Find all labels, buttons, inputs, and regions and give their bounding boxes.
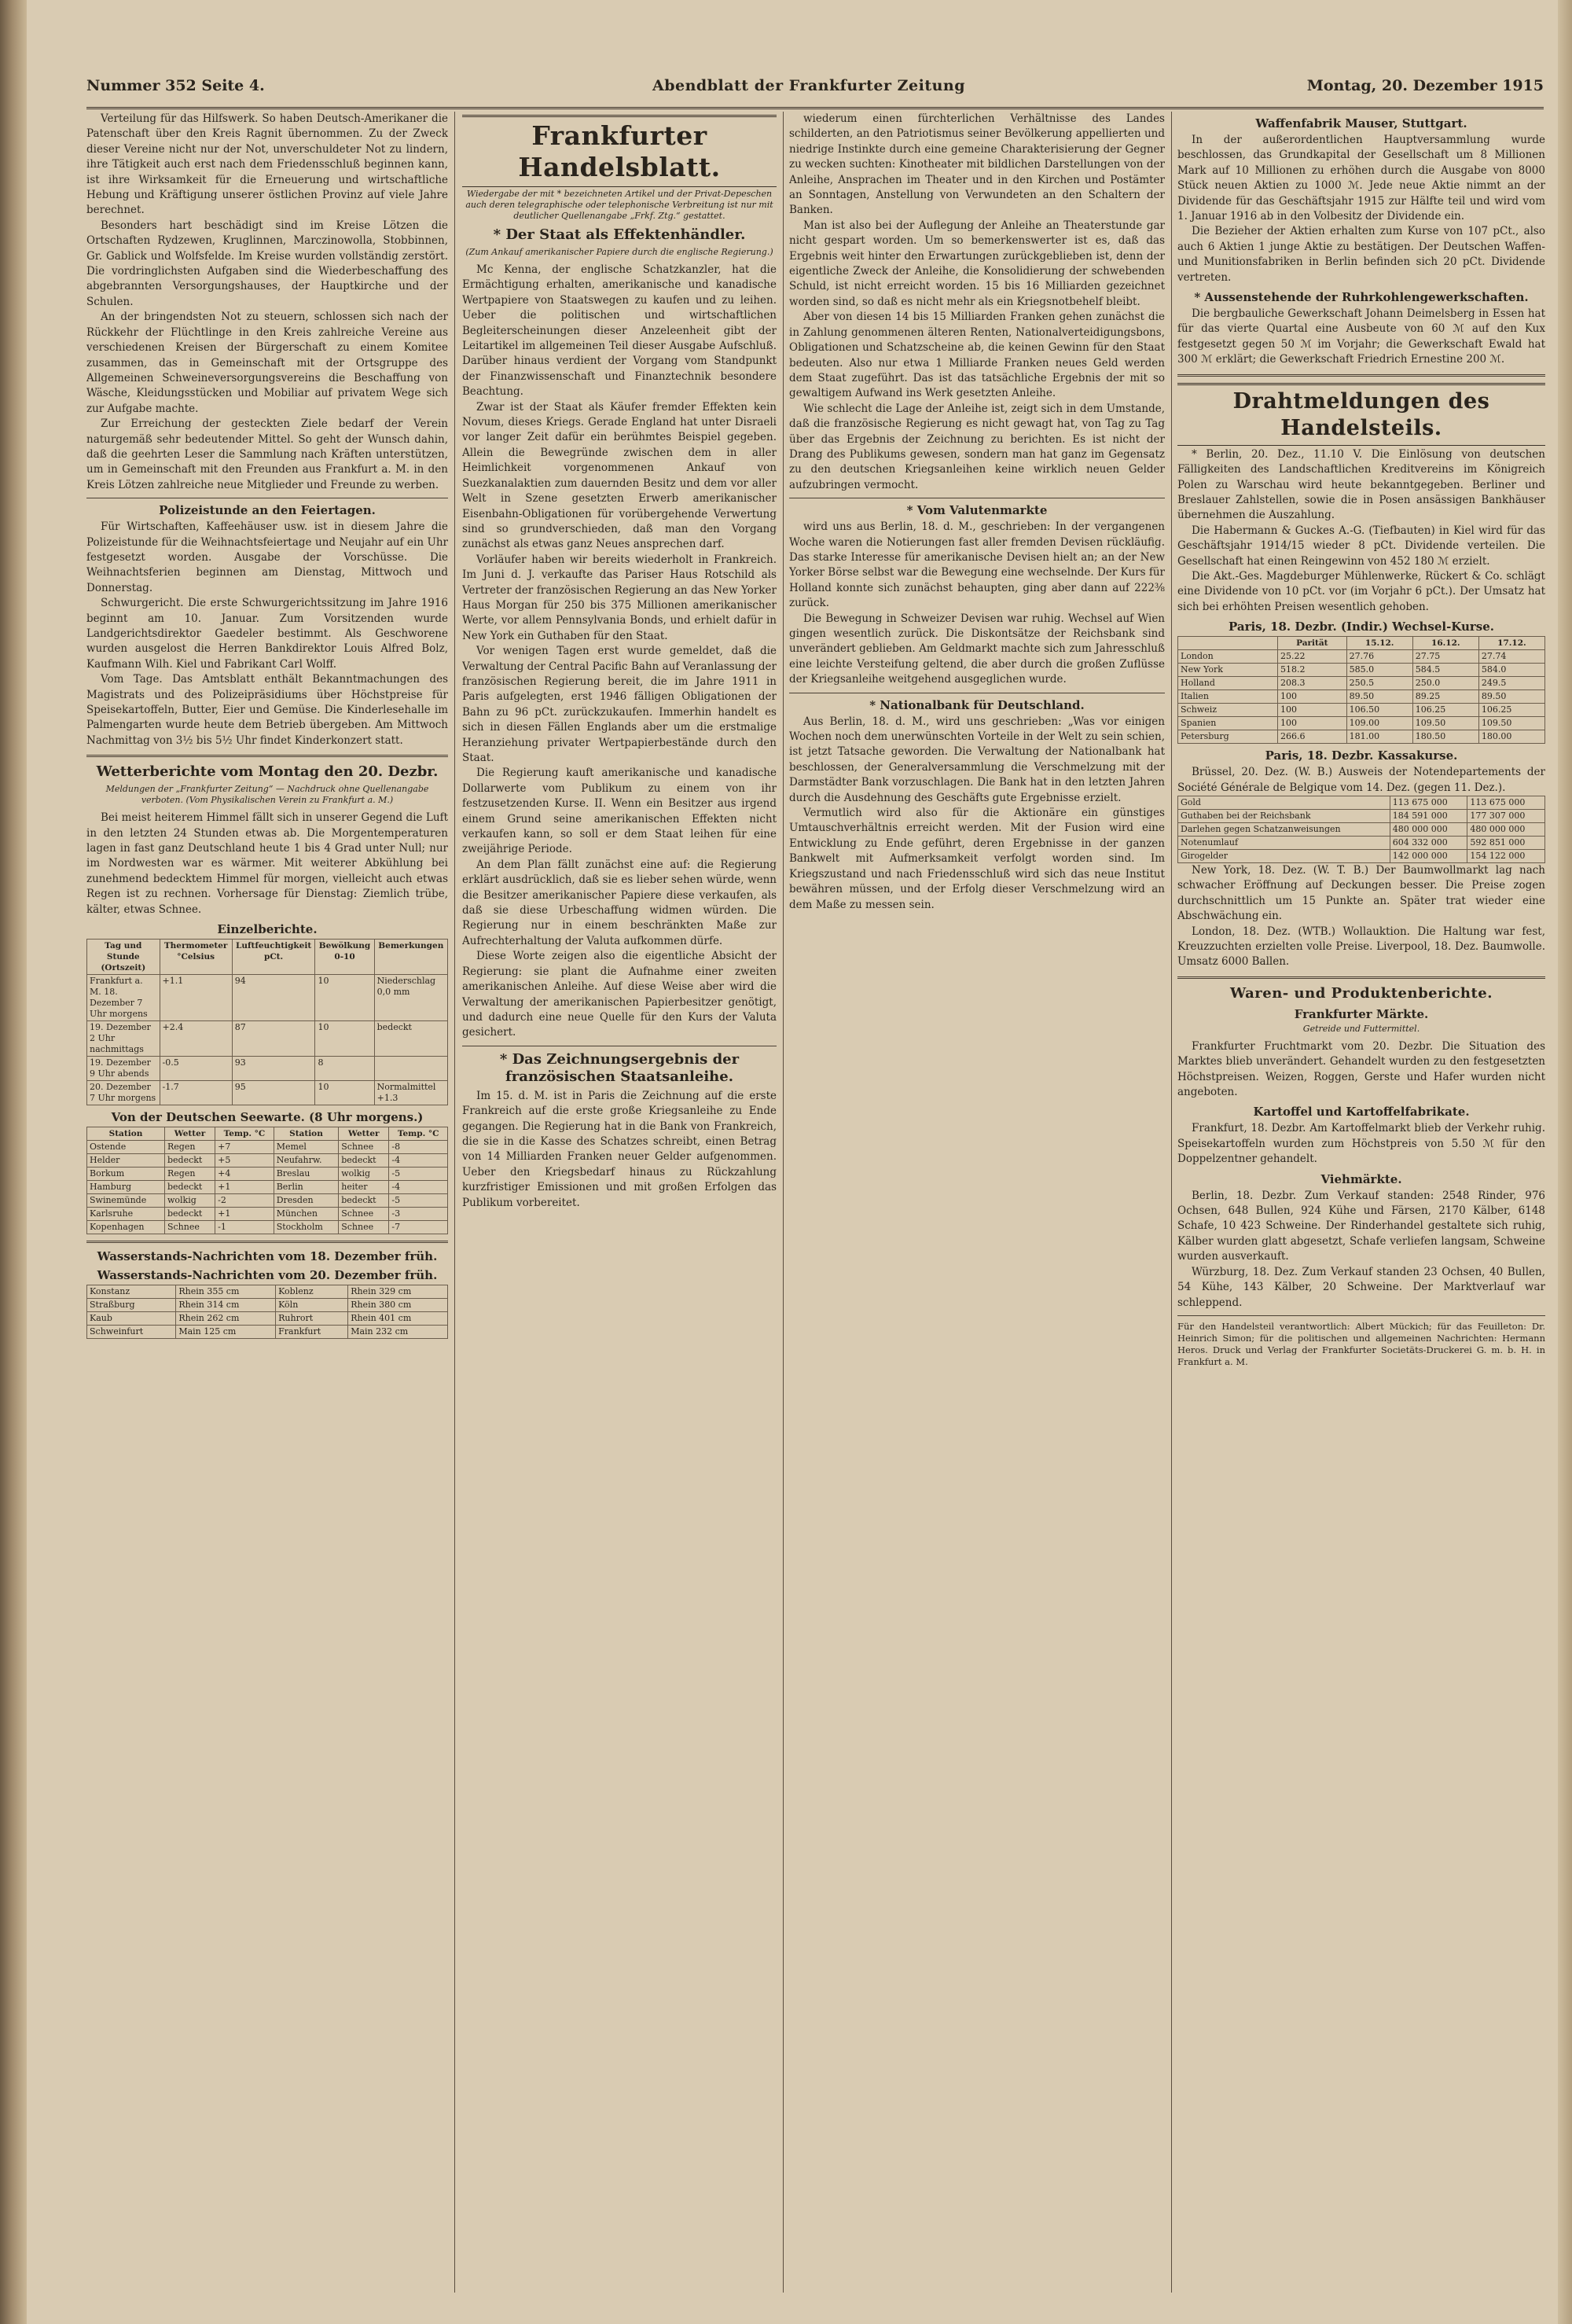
table-cell: bedeckt	[339, 1154, 389, 1168]
table-row	[87, 1057, 448, 1081]
table-cell: München	[274, 1208, 339, 1221]
table-cell: +5	[215, 1154, 274, 1168]
table-cell: Normalmittel +1.3	[374, 1081, 447, 1105]
article-headline: * Aussenstehende der Ruhrkohlengewerkschaften.	[1194, 290, 1529, 305]
article-paragraph: Die Bezieher der Aktien erhalten zum Kurse von 107 pCt., also auch 6 Aktien 1 junge Aktie zu bestätigen. Der Deutschen Waffen- und Munitionsfabriken in Berlin befinden sich 20 pCt. Dividende vertreten.	[1177, 225, 1545, 284]
article-paragraph: Aber von diesen 14 bis 15 Milliarden Franken gehen zunächst die in Zahlung genommenen älteren Renten, Nationalverteidigungsbons, Obligationen und Schatzscheine ab, die keinen Gewinn für den Staat bedeuten. Also nur etwa 1 Milliarde Franken neues Geld werden dem Staat zugeführt. Das ist das tatsächliche Ergebnis der mit so gewaltigem Aufwand ins Werk gesetzten Anleihe.	[789, 311, 1165, 400]
table-header: Luftfeuchtigkeit pCt.	[232, 940, 315, 975]
table-cell: Hamburg	[87, 1181, 165, 1194]
table-cell: 10	[315, 975, 374, 1021]
table-cell: 180.50	[1412, 730, 1478, 744]
table-cell: Swinemünde	[87, 1194, 165, 1208]
notice-heading: Polizeistunde an den Feiertagen.	[159, 503, 376, 518]
section-title: Drahtmeldungen des Handelsteils.	[1177, 383, 1545, 446]
table-cell: -4	[389, 1154, 448, 1168]
article-paragraph: Für Wirtschaften, Kaffeehäuser usw. ist in diesem Jahre die Polizeistunde für die Weihnachtsfeiertage und Neujahr auf ein Uhr festgesetzt worden. Ausgabe der Vorschüsse. Die Weihnachtsferien beginnen am Dienstag, Mittwoch und Donnerstag.	[86, 520, 448, 594]
table-cell: New York	[1178, 664, 1278, 677]
table-cell: Notenumlauf	[1178, 836, 1390, 849]
reproduction-note: Wiedergabe der mit * bezeichneten Artikel und der Privat-Depeschen auch deren telegraphische oder telephonische Verbreitung ist nur mit deutlicher Quellenangabe „Frkf. Ztg.“ gestattet.	[465, 189, 773, 221]
subsection-title: Kartoffel und Kartoffelfabrikate.	[1253, 1105, 1470, 1120]
article-subheadline: (Zum Ankauf amerikanischer Papiere durch die englische Regierung.)	[465, 247, 773, 257]
table-cell: Straßburg	[87, 1299, 176, 1312]
column-3	[789, 112, 1165, 2300]
table-cell: 10	[315, 1081, 374, 1105]
table-header: Bemerkungen	[374, 940, 447, 975]
article-paragraph: An dem Plan fällt zunächst eine auf: die Regierung erklärt ausdrücklich, daß sie es lieber sehen würde, wenn die Besitzer amerikanischer Papiere diese verkaufen, als daß sie diese Urbeschaffung widmen würden. Die Regierung nur in einem beschränkten Maße zur Aufrechterhaltung der Valuta aufkommen dürfe.	[462, 858, 777, 947]
table-cell: -1	[215, 1221, 274, 1234]
table-cell: 109.00	[1346, 717, 1412, 730]
page-number: Nummer 352 Seite 4.	[86, 77, 265, 94]
article-paragraph: Aus Berlin, 18. d. M., wird uns geschrieben: „Was vor einigen Wochen noch dem unerwünschten Vorteile in der Welt zu sein schien, ist jetzt Tatsache geworden. Die Verwaltung der Nationalbank hat beschlossen, der Generalversammlung die Verschmelzung mit der Darmstädter Bank vorzuschlagen. Die Bank hat in den letzten Jahren durch die Ausdehnung des Geschäfts gute Ergebnisse erzielt.	[789, 715, 1165, 804]
article-headline: Waffenfabrik Mauser, Stuttgart.	[1255, 116, 1467, 131]
divider	[1177, 976, 1545, 979]
article-paragraph: * Berlin, 20. Dez., 11.10 V. Die Einlösung von deutschen Fälligkeiten des Landschaftlichen Kreditvereins im Königreich Polen zu Warschau wird heute bekanntgegeben. Berliner und Breslauer Zahlstellen, sowie die in Posen ansässigen Bankhäuser übernehmen die Auszahlung.	[1177, 447, 1545, 522]
table-title: Paris, 18. Dezbr. (Indir.) Wechsel-Kurse.	[1228, 620, 1495, 634]
table-cell: Rhein 380 cm	[348, 1299, 448, 1312]
article-paragraph: Wie schlecht die Lage der Anleihe ist, zeigt sich in dem Umstande, daß die französische Regierung es nicht gewagt hat, von Tag zu Tag über das Ergebnis der Zeichnung zu berichten. Es ist nicht der Drang des Publikums gewesen, sondern man hat ganz im Gegensatz zu den deutschen Kriegsanleihen keine wirklich neuen Gelder aufzubringen vermocht.	[789, 402, 1165, 491]
article-paragraph: Zwar ist der Staat als Käufer fremder Effekten kein Novum, dieses Kriegs. Gerade England hat unter Disraeli vor langer Zeit dafür ein berühmtes Beispiel gegeben. Allein die Bewegründe zwischen dem in aller Heimlichkeit vorgenommenen Ankauf von Suezkanalaktien zum dauernden Besitz und dem vor aller Welt in Szene gesetzten Erwerb amerikanischer Eisenbahn-Obligationen für vorübergehende Verwertung sind so grundverschieden, daß man den Vorgang zunächst als etwas ganz Neues ansprechen darf.	[462, 400, 777, 551]
table-row	[87, 975, 448, 1021]
table-cell: Gold	[1178, 796, 1390, 809]
section-title: Waren- und Produktenberichte.	[1229, 984, 1493, 1002]
table-cell: 106.50	[1346, 704, 1412, 717]
divider	[1177, 374, 1545, 377]
table-cell: 604 332 000	[1390, 836, 1467, 849]
table-cell: 100	[1277, 704, 1346, 717]
table-cell: 180.00	[1478, 730, 1544, 744]
table-cell: -2	[215, 1194, 274, 1208]
table-cell: Rhein 329 cm	[348, 1285, 448, 1299]
article-paragraph: Würzburg, 18. Dez. Zum Verkauf standen 23 Ochsen, 40 Bullen, 54 Kühe, 143 Kälber, 20 Schweine. Der Marktverlauf war schleppend.	[1177, 1265, 1545, 1309]
table-cell: 106.25	[1412, 704, 1478, 717]
subsection-title: Viehmärkte.	[1320, 1171, 1402, 1186]
table-cell: Rhein 355 cm	[176, 1285, 276, 1299]
column-4	[1177, 112, 1545, 2300]
article-paragraph: Die bergbauliche Gewerkschaft Johann Deimelsberg in Essen hat für das vierte Quartal eine Ausbeute von 60 ℳ auf den Kux festgesetzt gegen 50 ℳ im Vorjahr; die Gewerkschaft Ewald hat 300 ℳ erklärt; die Gewerkschaft Friedrich Ernestine 200 ℳ.	[1177, 307, 1545, 366]
table-cell: 584.5	[1412, 664, 1478, 677]
article-paragraph: Frankfurter Fruchtmarkt vom 20. Dezbr. Die Situation des Marktes blieb unverändert. Gehandelt wurden zu den festgesetzten Höchstpreisen. Weizen, Roggen, Gerste und Hafer wurden nicht angeboten.	[1177, 1039, 1545, 1099]
table-cell: 93	[232, 1057, 315, 1081]
article-paragraph: In der außerordentlichen Hauptversammlung wurde beschlossen, das Grundkapital der Gesellschaft um 8 Millionen Mark auf 10 Millionen zu erhöhen durch die Ausgabe von 8000 Stück neuen Aktien zu 1000 ℳ. Jede neue Aktie nimmt an der Dividende für das Geschäftsjahr 1915 zur Hälfte teil und wird vom 1. Januar 1916 ab in den Volbesitz der Dividende ein.	[1177, 134, 1545, 223]
table-cell: Regen	[164, 1141, 215, 1154]
page-header	[86, 69, 1544, 109]
divider	[1177, 1315, 1545, 1316]
paris-exchange-table	[1177, 636, 1545, 744]
table-cell: 19. Dezember 9 Uhr abends	[87, 1057, 160, 1081]
table-cell: +4	[215, 1168, 274, 1181]
table-row	[1178, 836, 1545, 849]
table-row	[87, 1208, 448, 1221]
table-row	[87, 1021, 448, 1057]
article-paragraph: An der bringendsten Not zu steuern, schlossen sich nach der Rückkehr der Flüchtlinge in den Kreis zahlreiche Vereine aus verschiedenen Kreisen der Bürgerschaft zu einem Komitee zusammen, das in Gemeinschaft mit der Ortsgruppe des Allgemeinen Schweineversorgungsvereins die Beschaffung von Wäsche, Kleidungsstücken und Mobiliar auf privatem Wege sich zur Aufgabe machte.	[86, 311, 448, 415]
table-row	[1178, 730, 1545, 744]
table-cell: bedeckt	[164, 1154, 215, 1168]
table-row	[1178, 809, 1545, 822]
table-cell: 249.5	[1478, 677, 1544, 690]
table-cell: -4	[389, 1181, 448, 1194]
table-cell: bedeckt	[339, 1194, 389, 1208]
table-cell: 518.2	[1277, 664, 1346, 677]
table-header: Temp. °C	[215, 1127, 274, 1141]
table-cell: +1.1	[160, 975, 232, 1021]
column-rule	[454, 112, 455, 2293]
table-cell: -8	[389, 1141, 448, 1154]
table-cell: Stockholm	[274, 1221, 339, 1234]
article-paragraph: wiederum einen fürchterlichen Verhältnisse des Landes schilderten, an den Patriotismus seiner Bevölkerung appellierten und niedrige Instinkte durch eine gemeine Charakterisierung der Gegner zu wecken suchten: Kinotheater mit bildlichen Darstellungen von der Anleihe, Ansprachen im Theater und in den Kirchen und Postämter an Sonntagen, Anstellung von Verwundeten an den Schaltern der Banken.	[789, 112, 1165, 217]
table-cell: Schweiz	[1178, 704, 1278, 717]
seewarte-heading: Von der Deutschen Seewarte. (8 Uhr morgens.)	[111, 1110, 424, 1125]
table-cell: Schnee	[339, 1208, 389, 1221]
table-cell: Niederschlag 0,0 mm	[374, 975, 447, 1021]
article-headline: * Das Zeichnungsergebnis der französischen Staatsanleihe.	[499, 1050, 740, 1085]
table-cell: bedeckt	[374, 1021, 447, 1057]
table-cell: 10	[315, 1021, 374, 1057]
table-cell: heiter	[339, 1181, 389, 1194]
table-cell: Rhein 262 cm	[176, 1312, 276, 1326]
article-paragraph: Man ist also bei der Auflegung der Anleihe an Theaterstunde gar nicht gespart worden. Um so bemerkenswerter ist es, daß das Ergebnis weit hinter den Erwartungen zurückgeblieben ist, denn der eigentliche Zweck der Anleihe, die Konsolidierung der schwebenden Schuld, ist nicht erreicht worden. 15 bis 16 Milliarden gezeichnet worden sind, so daß es nicht mehr als ein Kriegsnotbehelf bleibt.	[789, 219, 1165, 308]
table-row	[87, 1081, 448, 1105]
table-cell: Girogelder	[1178, 849, 1390, 862]
article-paragraph: Schwurgericht. Die erste Schwurgerichtssitzung im Jahre 1916 beginnt am 10. Januar. Zum Vorsitzenden wurde Landgerichtsdirektor Gaedeler bestimmt. Als Geschworene wurden ausgelost die Herren Bankdirektor Louis Alfred Bolz, Kaufmann Wilh. Kiel und Fabrikant Carl Wolff.	[86, 597, 448, 671]
table-cell: 113 675 000	[1467, 796, 1545, 809]
table-header: Parität	[1277, 637, 1346, 650]
article-paragraph: Zur Erreichung der gesteckten Ziele bedarf der Verein naturgemäß sehr bedeutender Mittel. So geht der Wunsch dahin, daß die geehrten Leser die Sammlung nach Kräften unterstützen, um in Gemeinschaft mit den Freunden aus Frankfurt a. M. in den Kreis Lötzen zahlreiche neue Mitglieder und Freunde zu werben.	[86, 417, 448, 491]
column-1	[86, 112, 448, 2300]
table-cell: Dresden	[274, 1194, 339, 1208]
article-paragraph: Besonders hart beschädigt sind im Kreise Lötzen die Ortschaften Rydzewen, Kruglinnen, Marczinowolla, Stobbinnen, Gr. Gablick und Wolfsfelde. Im Kreise wurden vollständig zerstört. Die vordringlichsten Aufgaben sind die Wiederbeschaffung des abgebrannten Versorgungshauses, der Hauptkirche und der Schulen.	[86, 219, 448, 308]
table-cell: 585.0	[1346, 664, 1412, 677]
table-cell: -5	[389, 1168, 448, 1181]
table-cell: Ostende	[87, 1141, 165, 1154]
article-paragraph: London, 18. Dez. (WTB.) Wollauktion. Die Haltung war fest, Kreuzzuchten erzielten volle Preise. Liverpool, 18. Dez. Baumwolle. Umsatz 6000 Ballen.	[1177, 925, 1545, 969]
subsection-subtitle: Getreide und Futtermittel.	[1302, 1023, 1420, 1034]
table-cell: 8	[315, 1057, 374, 1081]
article-paragraph: Die Regierung kauft amerikanische und kanadische Dollarwerte vom Publikum zu einem von ihr festzusetzenden Kurse. II. Wenn ein Besitzer aus irgend einem Grund seine amerikanischen Effekten nicht verkaufen kann, so soll er dem Staat leihen für eine zweijährige Periode.	[462, 767, 777, 856]
table-cell: 250.0	[1412, 677, 1478, 690]
table-row	[1178, 690, 1545, 704]
article-paragraph: Brüssel, 20. Dez. (W. B.) Ausweis der Notendepartements der Société Générale de Belgique vom 14. Dez. (gegen 11. Dez.).	[1177, 766, 1545, 794]
table-cell: Frankfurt	[276, 1326, 348, 1339]
table-cell: 592 851 000	[1467, 836, 1545, 849]
table-row	[87, 1312, 448, 1326]
table-cell: 181.00	[1346, 730, 1412, 744]
seewarte-table	[86, 1127, 448, 1234]
table-cell: Main 232 cm	[348, 1326, 448, 1339]
table-header: Thermometer °Celsius	[160, 940, 232, 975]
table-header: Bewölkung 0-10	[315, 940, 374, 975]
table-cell: 250.5	[1346, 677, 1412, 690]
table-cell: Memel	[274, 1141, 339, 1154]
table-cell: Kaub	[87, 1312, 176, 1326]
article-paragraph: Berlin, 18. Dezbr. Zum Verkauf standen: 2548 Rinder, 976 Ochsen, 648 Bullen, 924 Kühe und Färsen, 2170 Kälber, 6148 Schafe, 10 423 Schweine. Der Rinderhandel gestaltete sich ruhig, Kälber wurden glatt abgesetzt, Schafe verliefen langsam, Schweine wurden ausverkauft.	[1177, 1189, 1545, 1263]
table-cell: Schnee	[339, 1221, 389, 1234]
article-paragraph: Die Bewegung in Schweizer Devisen war ruhig. Wechsel auf Wien gingen wesentlich zurück. Die Diskontsätze der Reichsbank sind unverändert geblieben. Am Geldmarkt machte sich zum Jahresschluß eine leichte Versteifung geltend, die aber durch die großen Zuflüsse der Kriegsanleihe weitgehend ausgeglichen wurde.	[789, 612, 1165, 686]
table-cell: 109.50	[1412, 717, 1478, 730]
bruessel-table	[1177, 796, 1545, 863]
table-row	[87, 1154, 448, 1168]
article-headline: * Vom Valutenmarkte	[906, 503, 1048, 518]
table-cell: -0.5	[160, 1057, 232, 1081]
weather-heading: Wetterberichte vom Montag den 20. Dezbr.	[96, 763, 439, 781]
table-cell: -5	[389, 1194, 448, 1208]
table-cell: 100	[1277, 717, 1346, 730]
newspaper-masthead: Abendblatt der Frankfurter Zeitung	[652, 77, 966, 94]
wasser-heading: Wasserstands-Nachrichten vom 18. Dezember früh.	[97, 1249, 438, 1264]
table-cell: 94	[232, 975, 315, 1021]
table-cell: 27.76	[1346, 650, 1412, 664]
table-cell: -1.7	[160, 1081, 232, 1105]
table-cell: 106.25	[1478, 704, 1544, 717]
table-cell: 584.0	[1478, 664, 1544, 677]
article-paragraph: Vermutlich wird also für die Aktionäre ein günstiges Umtauschverhältnis erreicht werden. Mit der Fusion wird eine Entwicklung zu Ende geführt, deren Ergebnisse in der ganzen Bankwelt mit Aufmerksamkeit verfolgt worden sind. Im Kriegszustand und nach Friedensschluß wird sich das neue Institut bewähren müssen, und der Erfolg dieser Verschmelzung wird an dem Maße zu messen sein.	[789, 807, 1165, 911]
article-paragraph: Die Habermann & Guckes A.-G. (Tiefbauten) in Kiel wird für das Geschäftsjahr 1914/15 wieder 8 pCt. Dividende verteilen. Die Gesellschaft hat einen Reingewinn von 452 180 ℳ erzielt.	[1177, 524, 1545, 568]
table-cell: 27.75	[1412, 650, 1478, 664]
table-cell: 266.6	[1277, 730, 1346, 744]
table-row	[87, 1299, 448, 1312]
table-cell: Holland	[1178, 677, 1278, 690]
wasser-table	[86, 1285, 448, 1339]
table-cell: Köln	[276, 1299, 348, 1312]
table-cell: Helder	[87, 1154, 165, 1168]
article-headline: * Der Staat als Effektenhändler.	[493, 226, 746, 243]
table-cell: Rhein 401 cm	[348, 1312, 448, 1326]
table-cell: 208.3	[1277, 677, 1346, 690]
column-2	[462, 112, 777, 2300]
table-cell: London	[1178, 650, 1278, 664]
article-paragraph: New York, 18. Dez. (W. T. B.) Der Baumwollmarkt lag nach schwacher Eröffnung auf Deckungen besser. Die Preise zogen durchschnittlich um 15 Punkte an. Später trat wieder eine Abschwächung ein.	[1177, 863, 1545, 923]
table-cell: Borkum	[87, 1168, 165, 1181]
table-cell: 19. Dezember 2 Uhr nachmittags	[87, 1021, 160, 1057]
table-cell: bedeckt	[164, 1208, 215, 1221]
article-paragraph: Die Akt.-Ges. Magdeburger Mühlenwerke, Rückert & Co. schlägt eine Dividende von 10 pCt. vor (im Vorjahr 6 pCt.). Der Umsatz hat sich bei erhöhten Preisen wesentlich gehoben.	[1177, 569, 1545, 613]
table-cell: 154 122 000	[1467, 849, 1545, 862]
article-paragraph: Vom Tage. Das Amtsblatt enthält Bekanntmachungen des Magistrats und des Polizeipräsidiums über Höchstpreise für Speisekartoffeln, Butter, Eier und Gemüse. Die Kinderlesehalle im Palmengarten wurde heute dem Betrieb übergeben. Am Mittwoch Nachmittag von 3½ bis 5½ Uhr findet Kinderkonzert statt.	[86, 673, 448, 747]
table-cell: 95	[232, 1081, 315, 1105]
article-paragraph: wird uns aus Berlin, 18. d. M., geschrieben: In der vergangenen Woche waren die Notierungen fast aller fremden Devisen rückläufig. Das starke Interesse für amerikanische Devisen hielt an; an der New Yorker Börse selbst war die Bewegung eine wechselnde. Der Kurs für Holland konnte sich zunächst behaupten, ging aber dann auf 222⅜ zurück.	[789, 520, 1165, 610]
table-cell: Guthaben bei der Reichsbank	[1178, 809, 1390, 822]
table-cell: 20. Dezember 7 Uhr morgens	[87, 1081, 160, 1105]
table-cell: Regen	[164, 1168, 215, 1181]
table-cell: +7	[215, 1141, 274, 1154]
table-cell: 89.50	[1346, 690, 1412, 704]
table-cell: Petersburg	[1178, 730, 1278, 744]
issue-date: Montag, 20. Dezember 1915	[1306, 77, 1544, 94]
article-paragraph: Vorläufer haben wir bereits wiederholt in Frankreich. Im Juni d. J. verkaufte das Pariser Haus Rotschild als Vertreter der französischen Regierung an das New Yorker Haus Morgan für 250 bis 375 Millionen amerikanischer Werte, vor allem Pennsylvania Bonds, und erhielt dafür in New York ein Guthaben für den Staat.	[462, 553, 777, 642]
table-row	[87, 1194, 448, 1208]
table-title: Paris, 18. Dezbr. Kassakurse.	[1265, 748, 1458, 763]
table-cell: Schnee	[339, 1141, 389, 1154]
table-row	[1178, 677, 1545, 690]
table-cell: Ruhrort	[276, 1312, 348, 1326]
table-header: 17.12.	[1478, 637, 1544, 650]
table-cell: Main 125 cm	[176, 1326, 276, 1339]
table-cell: Schweinfurt	[87, 1326, 176, 1339]
einzel-heading: Einzelberichte.	[217, 922, 318, 937]
table-row	[1178, 704, 1545, 717]
table-cell: Konstanz	[87, 1285, 176, 1299]
book-binding	[0, 0, 27, 2324]
table-row	[1178, 822, 1545, 836]
table-cell: 100	[1277, 690, 1346, 704]
table-row	[1178, 650, 1545, 664]
article-headline: * Nationalbank für Deutschland.	[869, 697, 1085, 712]
divider	[86, 1241, 448, 1243]
table-header: Station	[274, 1127, 339, 1141]
table-header: 16.12.	[1412, 637, 1478, 650]
table-cell: 89.50	[1478, 690, 1544, 704]
weather-paragraph: Bei meist heiterem Himmel fällt sich in unserer Gegend die Luft in den letzten 24 Stunden etwas ab. Die Morgentemperaturen lagen in fast ganz Deutschland heute 1 bis 4 Grad unter Null; nur im Nordwesten war es wärmer. Mit weiterer Abkühlung bei zunehmend bedecktem Himmel für morgen, vielleicht auch etwas Regen ist zu rechnen. Vorhersage für Dienstag: Ziemlich trübe, kälter, etwas Schnee.	[86, 811, 448, 916]
table-cell: Berlin	[274, 1181, 339, 1194]
table-cell: Kopenhagen	[87, 1221, 165, 1234]
table-header: Station	[87, 1127, 165, 1141]
table-cell: Karlsruhe	[87, 1208, 165, 1221]
table-row	[87, 1221, 448, 1234]
article-paragraph: Verteilung für das Hilfswerk. So haben Deutsch-Amerikaner die Patenschaft über den Kreis Ragnit übernommen. Zu der Zweck dieser Vereine nicht nur der Not, unverschuldeter Not zu lindern, ihre Tätigkeit auch erst nach dem Friedensschluß beginnen kann, ist ihre Wirksamkeit für die Erneuerung und wirtschaftliche Hebung und Kräftigung unserer östlichen Provinz auf viele Jahre berechnet.	[86, 112, 448, 217]
table-cell: Frankfurt a. M. 18. Dezember 7 Uhr morgens	[87, 975, 160, 1021]
table-cell: +1	[215, 1181, 274, 1194]
table-header: 15.12.	[1346, 637, 1412, 650]
table-cell: -7	[389, 1221, 448, 1234]
table-cell: 184 591 000	[1390, 809, 1467, 822]
article-paragraph: Im 15. d. M. ist in Paris die Zeichnung auf die erste Frankreich auf die erste große Kriegsanleihe zu Ende gegangen. Die Regierung hat in die Bank von Frankreich, die sie in die Kasse des Schatzes schreibt, einen Betrag von 14 Milliarden Franken neuer Gelder aufgenommen. Ueber den Kriegsbedarf hinaus zu Rückzahlung kurzfristiger Emissionen und mit großen Erfolgen das Publikum vorbereitet.	[462, 1089, 777, 1209]
table-cell: 142 000 000	[1390, 849, 1467, 862]
table-cell: 87	[232, 1021, 315, 1057]
table-cell: Rhein 314 cm	[176, 1299, 276, 1312]
article-paragraph: Vor wenigen Tagen erst wurde gemeldet, daß die Verwaltung der Central Pacific Bahn auf Veranlassung der französischen Regierung bereit, die im Jahre 1911 in Paris aufgelegten, erst 1946 fälligen Obligationen der Bahn zu 96 pCt. zurückzukaufen. Immerhin handelt es sich in diesen Fällen Englands aber um die erstmalige Heranziehung privater Wertpapierbestände durch den Staat.	[462, 645, 777, 764]
table-row	[87, 1141, 448, 1154]
table-cell: bedeckt	[164, 1181, 215, 1194]
wasser-heading-2: Wasserstands-Nachrichten vom 20. Dezember früh.	[97, 1268, 438, 1283]
table-cell: Italien	[1178, 690, 1278, 704]
table-row	[87, 1168, 448, 1181]
table-cell: 480 000 000	[1390, 822, 1467, 836]
table-cell: 89.25	[1412, 690, 1478, 704]
table-cell: Neufahrw.	[274, 1154, 339, 1168]
article-paragraph: Diese Worte zeigen also die eigentliche Absicht der Regierung: sie plant die Aufnahme einer zweiten amerikanischen Anleihe. Auf diese Weise aber wird die Verwaltung der amerikanischen Papierbesitzer genötigt, und dadurch eine neue Quelle für den Kurs der Valuta gesichert.	[462, 950, 777, 1039]
page-edge	[1558, 0, 1572, 2324]
table-cell: wolkig	[339, 1168, 389, 1181]
station-table	[86, 939, 448, 1105]
table-cell: 177 307 000	[1467, 809, 1545, 822]
weather-subtitle: Meldungen der „Frankfurter Zeitung“ — Nachdruck ohne Quellenangabe verboten. (Vom Physikalischen Verein zu Frankfurt a. M.)	[105, 784, 429, 806]
table-row	[1178, 849, 1545, 862]
table-cell: wolkig	[164, 1194, 215, 1208]
section-title: Frankfurter Handelsblatt.	[462, 115, 777, 187]
table-cell: 27.74	[1478, 650, 1544, 664]
table-row	[1178, 796, 1545, 809]
column-rule	[783, 112, 784, 2293]
table-cell: +2.4	[160, 1021, 232, 1057]
table-cell: Spanien	[1178, 717, 1278, 730]
table-cell: 480 000 000	[1467, 822, 1545, 836]
table-cell: 113 675 000	[1390, 796, 1467, 809]
subsection-title: Frankfurter Märkte.	[1294, 1006, 1429, 1021]
table-cell: Schnee	[164, 1221, 215, 1234]
table-row	[87, 1181, 448, 1194]
table-row	[1178, 717, 1545, 730]
table-cell: Darlehen gegen Schatzanweisungen	[1178, 822, 1390, 836]
table-header: Tag und Stunde (Ortszeit)	[87, 940, 160, 975]
table-cell: Breslau	[274, 1168, 339, 1181]
table-cell: 25.22	[1277, 650, 1346, 664]
table-row	[1178, 664, 1545, 677]
table-cell: -3	[389, 1208, 448, 1221]
table-header: Wetter	[164, 1127, 215, 1141]
table-cell: 109.50	[1478, 717, 1544, 730]
imprint: Für den Handelsteil verantwortlich: Albert Mückich; für das Feuilleton: Dr. Heinrich Simon; für die politischen und allgemeinen Nachrichten: Hermann Heros. Druck und Verlag der Frankfurter Societäts-Druckerei G. m. b. H. in Frankfurt a. M.	[1177, 1320, 1545, 1367]
table-header: Temp. °C	[389, 1127, 448, 1141]
table-cell: Koblenz	[276, 1285, 348, 1299]
article-paragraph: Frankfurt, 18. Dezbr. Am Kartoffelmarkt blieb der Verkehr ruhig. Speisekartoffeln wurden zum Höchstpreis von 5.50 ℳ für den Doppelzentner gehandelt.	[1177, 1122, 1545, 1166]
article-paragraph: Mc Kenna, der englische Schatzkanzler, hat die Ermächtigung erhalten, amerikanische und kanadische Wertpapiere von Staatswegen zu kaufen und zu leihen. Ueber die politischen und wirtschaftlichen Begleiterscheinungen dieser Anzeleenheit gibt der Leitartikel im allgemeinen Teil dieser Ausgabe Aufschluß. Darüber hinaus verdient der Vorgang vom Standpunkt der Finanzwissenschaft und Finanztechnik besondere Beachtung.	[462, 263, 777, 399]
table-row	[87, 1285, 448, 1299]
column-rule	[1171, 112, 1172, 2293]
table-header	[1178, 637, 1278, 650]
table-cell: +1	[215, 1208, 274, 1221]
table-row	[87, 1326, 448, 1339]
divider	[86, 755, 448, 757]
table-cell	[374, 1057, 447, 1081]
table-header: Wetter	[339, 1127, 389, 1141]
